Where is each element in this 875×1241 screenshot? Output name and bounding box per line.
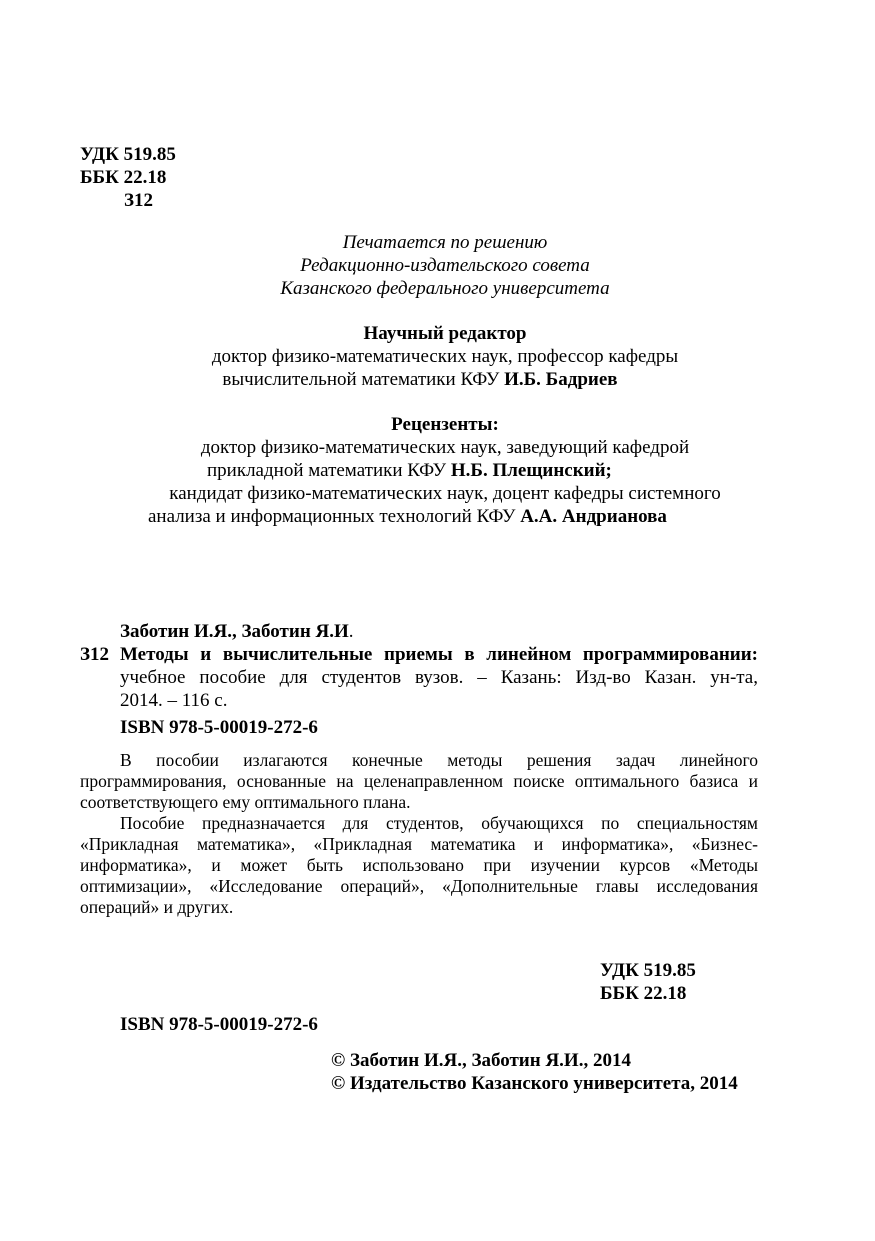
reviewer-2-name: А.А. Андрианова: [520, 506, 667, 527]
bottom-udk-code: УДК 519.85: [600, 960, 696, 981]
reviewer-2-line-2: [148, 506, 667, 528]
bottom-isbn: ISBN 978-5-00019-272-6: [120, 1014, 318, 1035]
reviewer-1-line-2: [207, 460, 612, 482]
abstract-p2-line-3: информатика», и может быть использовано при изучении курсов «Методы: [80, 855, 758, 875]
reviewer-1-affiliation: прикладной математики КФУ: [207, 460, 451, 481]
editor-affiliation: вычислительной математики КФУ: [222, 369, 505, 390]
bib-isbn: ISBN 978-5-00019-272-6: [120, 717, 318, 738]
abstract-p2-line-5: операций» и других.: [80, 897, 234, 917]
bib-authors: [120, 621, 354, 643]
editor-line-1: доктор физико-математических наук, профессор кафедры: [211, 346, 679, 367]
bib-pages: 2014. – 116 с.: [120, 690, 228, 711]
bottom-bbk-code: ББК 22.18: [600, 983, 687, 1004]
reviewer-1-name: Н.Б. Плещинский;: [450, 460, 612, 481]
copyright-authors: © Заботин И.Я., Заботин Я.И., 2014: [331, 1050, 631, 1071]
reviewer-1-line-1: доктор физико-математических наук, заведующий кафедрой: [200, 437, 690, 458]
copyright-publisher: © Издательство Казанского университета, 2014: [331, 1073, 738, 1094]
bbk-code: ББК 22.18: [80, 167, 167, 188]
abstract-p1-line-3: соответствующего ему оптимального плана.: [80, 792, 411, 812]
abstract-p1-line-1: В пособии излагаются конечные методы решения задач линейного: [120, 750, 758, 770]
editor-line-2: [0, 369, 840, 391]
bib-description: учебное пособие для студентов вузов. – Казань: Изд-во Казан. ун-та,: [120, 667, 758, 688]
bib-authors-names: Заботин И.Я., Заботин Я.И: [120, 621, 349, 642]
abstract-p2-line-1: Пособие предназначается для студентов, обучающихся по специальностям: [120, 813, 758, 833]
abstract-p2-line-4: оптимизации», «Исследование операций», «Дополнительные главы исследования: [80, 876, 758, 896]
reviewer-2-affiliation: анализа и информационных технологий КФУ: [148, 506, 521, 527]
imprint-line-1: Печатается по решению: [342, 232, 548, 253]
editor-name: И.Б. Бадриев: [504, 369, 618, 390]
bib-authors-dot: .: [348, 621, 354, 642]
bib-mark: З12: [80, 644, 110, 665]
imprint-line-2: Редакционно-издательского совета: [300, 255, 590, 276]
reviewers-heading: Рецензенты:: [391, 414, 499, 435]
imprint-line-3: Казанского федерального университета: [280, 278, 610, 299]
editor-heading: Научный редактор: [363, 323, 527, 344]
bib-title: Методы и вычислительные приемы в линейном программировании:: [120, 644, 758, 665]
abstract-p2-line-2: «Прикладная математика», «Прикладная математика и информатика», «Бизнес-: [80, 834, 758, 854]
udk-code: УДК 519.85: [80, 144, 176, 165]
author-mark: З12: [124, 190, 154, 211]
abstract-p1-line-2: программирования, основанные на целенаправленном поиске оптимального базиса и: [80, 771, 758, 791]
reviewer-2-line-1: кандидат физико-математических наук, доцент кафедры системного: [169, 483, 721, 504]
